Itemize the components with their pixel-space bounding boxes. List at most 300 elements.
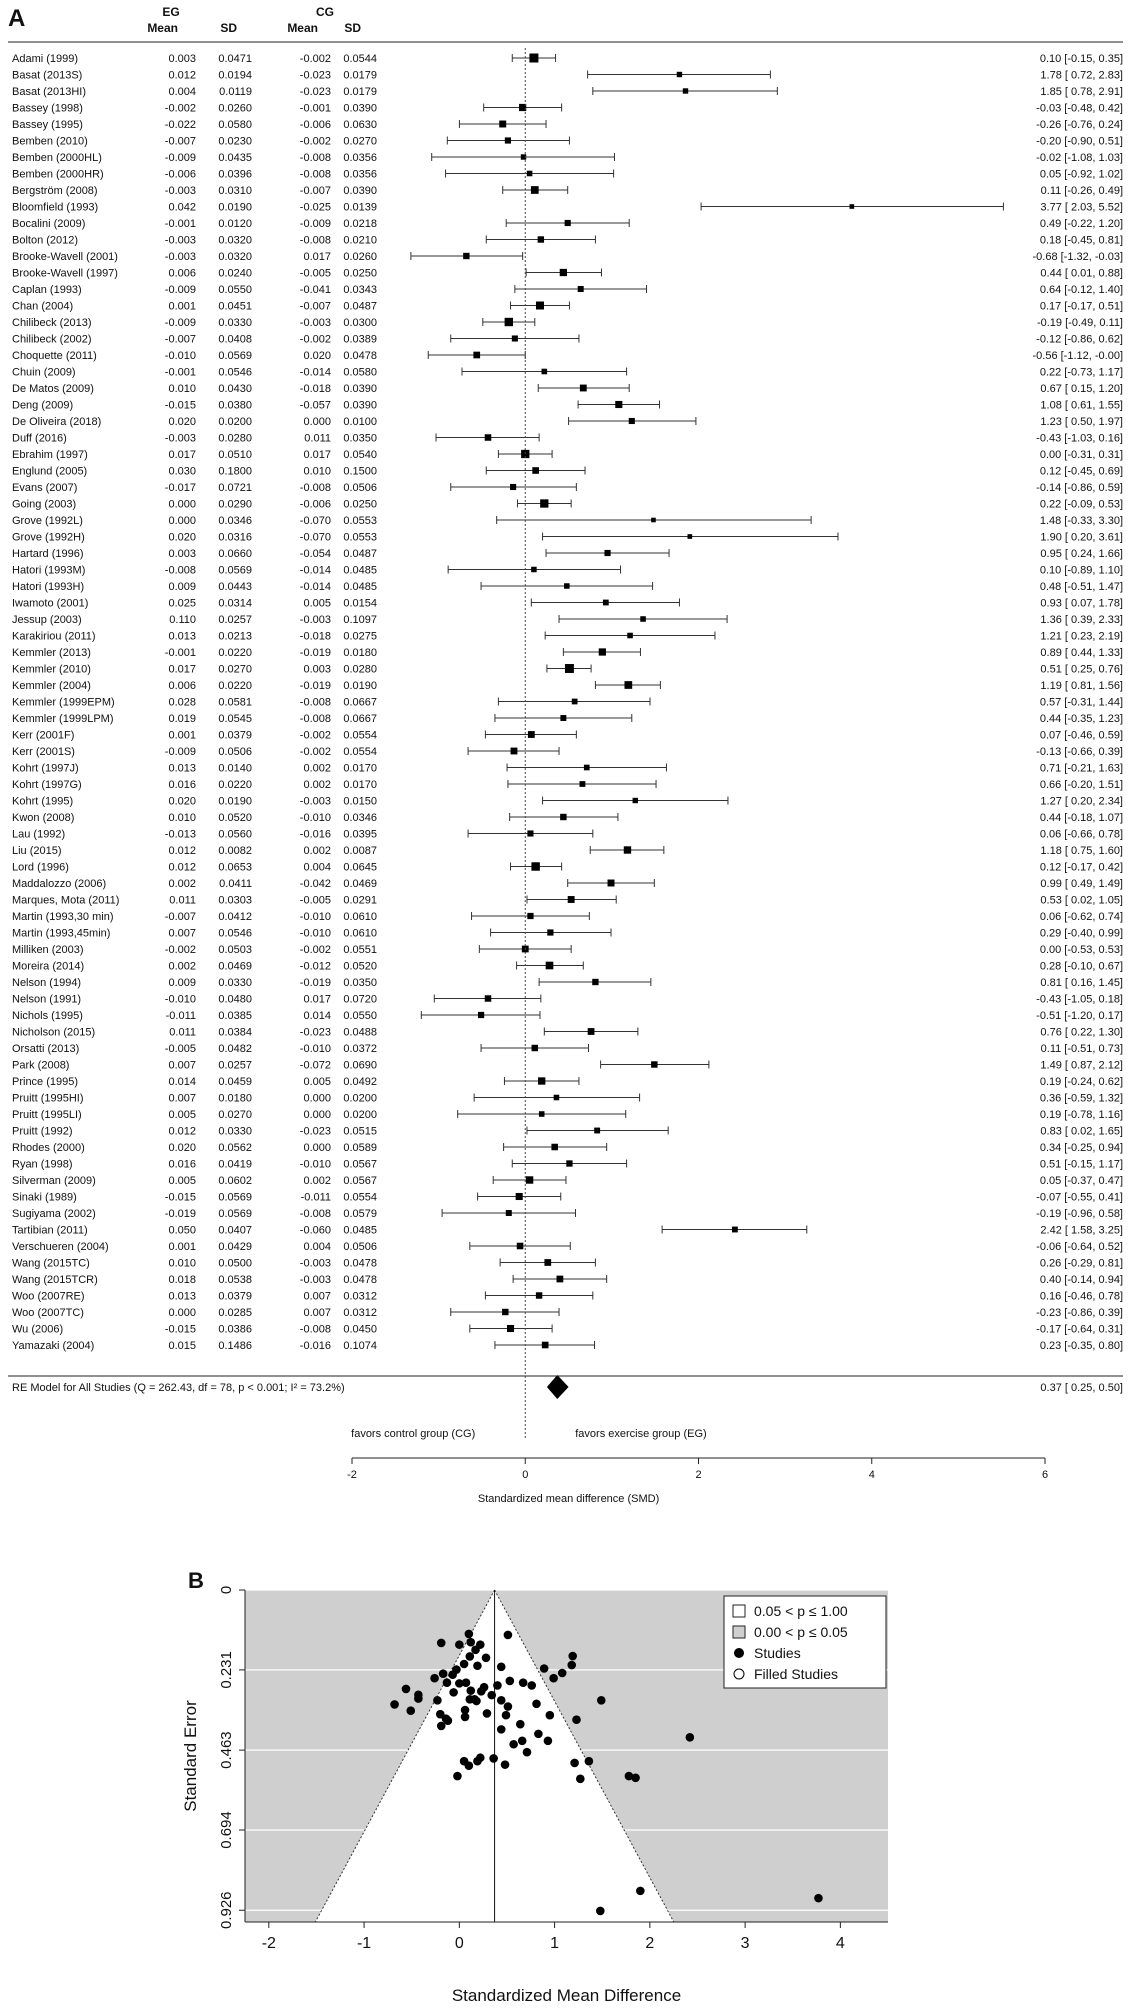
cg-mean-value: -0.009 — [299, 218, 331, 230]
ci-text: -0.03 [-0.48, 0.42] — [1036, 102, 1123, 115]
cg-sd-value: 0.0170 — [343, 779, 377, 791]
study-point — [482, 1653, 491, 1662]
point-estimate — [565, 664, 574, 673]
x-tick-label: 3 — [740, 1935, 750, 1952]
point-estimate — [536, 301, 544, 309]
cg-sd-value: 0.0487 — [343, 300, 377, 313]
eg-sd-value: 0.0320 — [218, 234, 252, 247]
eg-sd-value: 0.0180 — [218, 1092, 252, 1105]
ci-text: 0.76 [ 0.22, 1.30] — [1040, 1026, 1123, 1039]
eg-mean-value: -0.015 — [164, 1191, 196, 1204]
x-tick-label: 2 — [645, 1935, 655, 1952]
study-point — [502, 1711, 511, 1720]
study-name: Martin (1993,45min) — [12, 927, 111, 940]
study-point — [487, 1691, 496, 1700]
x-tick-label: 1 — [550, 1935, 560, 1952]
study-name: Iwamoto (2001) — [12, 597, 89, 610]
cg-sd-value: 0.0720 — [343, 993, 377, 1006]
ci-text: -0.68 [-1.32, -0.03] — [1032, 251, 1123, 263]
point-estimate — [532, 1045, 538, 1051]
eg-sd-value: 0.0660 — [218, 548, 252, 560]
study-name: Bassey (1998) — [12, 102, 83, 115]
point-estimate — [850, 204, 855, 209]
cg-sd-value: 0.0250 — [343, 498, 377, 511]
funnel-y-axis-label: Standard Error — [181, 1700, 200, 1812]
study-name: Basat (2013HI) — [12, 86, 86, 98]
study-name: Ebrahim (1997) — [12, 449, 88, 461]
cg-sd-value: 0.0395 — [343, 828, 377, 841]
study-point — [466, 1652, 475, 1661]
cg-sd-value: 0.0170 — [343, 762, 377, 775]
eg-sd-value: 0.0510 — [218, 449, 252, 461]
cg-mean-value: 0.002 — [303, 845, 331, 857]
eg-mean-value: 0.014 — [168, 1076, 196, 1088]
eg-sd-value: 0.0506 — [218, 746, 252, 758]
study-name: Englund (2005) — [12, 465, 88, 478]
study-name: Ryan (1998) — [12, 1158, 73, 1171]
ci-text: 0.93 [ 0.07, 1.78] — [1040, 597, 1123, 610]
cg-sd-value: 0.0179 — [343, 86, 377, 98]
cg-mean-value: -0.014 — [299, 366, 331, 379]
eg-mean-value: 0.011 — [169, 894, 196, 907]
cg-sd-value: 0.0610 — [343, 911, 377, 923]
study-name: Brooke-Wavell (1997) — [12, 267, 118, 280]
eg-mean-value: -0.001 — [164, 366, 196, 379]
cg-mean-value: 0.017 — [303, 993, 331, 1006]
cg-sd-value: 0.0350 — [343, 432, 377, 445]
eg-sd-value: 0.0270 — [218, 663, 252, 676]
eg-mean-value: 0.110 — [169, 614, 196, 626]
cg-sd-value: 0.0291 — [343, 894, 377, 907]
study-name: Bloomfield (1993) — [12, 201, 99, 214]
y-tick-label: 0.463 — [218, 1731, 235, 1769]
point-estimate — [478, 1012, 484, 1018]
eg-mean-value: 0.013 — [168, 1290, 196, 1303]
ci-text: 0.49 [-0.22, 1.20] — [1039, 218, 1123, 230]
cg-sd-value: 0.0554 — [343, 746, 377, 758]
study-point — [465, 1761, 474, 1770]
point-estimate — [629, 418, 635, 424]
cg-mean-value: -0.041 — [299, 284, 331, 296]
eg-mean-value: -0.003 — [164, 432, 196, 445]
ci-text: 0.95 [ 0.24, 1.66] — [1040, 548, 1123, 560]
ci-text: 0.22 [-0.73, 1.17] — [1039, 366, 1123, 379]
study-point — [493, 1681, 502, 1690]
point-estimate — [560, 814, 566, 820]
cg-mean-value: -0.008 — [299, 696, 331, 709]
point-estimate — [578, 286, 584, 292]
point-estimate — [683, 88, 688, 93]
cg-mean-value: -0.008 — [299, 713, 331, 725]
cg-mean-value: -0.003 — [299, 1274, 331, 1286]
study-name: Duff (2016) — [12, 432, 67, 445]
cg-mean-value: -0.057 — [299, 399, 331, 412]
cg-mean-value: -0.002 — [299, 53, 331, 65]
eg-mean-value: 0.028 — [168, 696, 196, 709]
ci-text: 1.78 [ 0.72, 2.83] — [1040, 69, 1123, 82]
study-point — [572, 1715, 581, 1724]
eg-sd-value: 0.0379 — [218, 1290, 252, 1303]
cg-sd-value: 0.0210 — [343, 234, 377, 247]
cg-sd-value: 0.0540 — [343, 449, 377, 461]
ci-text: 1.21 [ 0.23, 2.19] — [1040, 630, 1123, 643]
point-estimate — [603, 600, 609, 606]
panel-label-a: A — [8, 5, 26, 32]
eg-mean-value: -0.008 — [164, 564, 196, 577]
ci-text: 1.85 [ 0.78, 2.91] — [1040, 86, 1123, 98]
ci-text: -0.19 [-0.96, 0.58] — [1036, 1208, 1123, 1220]
study-name: Kemmler (2010) — [12, 663, 91, 676]
point-estimate — [560, 269, 567, 276]
eg-sd-value: 0.0435 — [218, 152, 252, 164]
point-estimate — [527, 913, 533, 919]
eg-sd-value: 0.0412 — [218, 911, 252, 923]
study-point — [518, 1736, 527, 1745]
ci-text: 0.71 [-0.21, 1.63] — [1039, 762, 1123, 775]
ci-text: -0.26 [-0.76, 0.24] — [1036, 119, 1123, 131]
eg-mean-value: -0.017 — [164, 482, 196, 494]
study-point — [636, 1887, 645, 1896]
cg-mean-value: -0.010 — [299, 812, 331, 824]
eg-mean-value: -0.001 — [164, 218, 196, 230]
study-point — [473, 1661, 482, 1670]
study-point — [406, 1706, 415, 1715]
study-point — [414, 1694, 423, 1703]
study-name: Nelson (1991) — [12, 993, 82, 1006]
ci-text: 0.19 [-0.24, 0.62] — [1039, 1076, 1123, 1088]
cg-sd-value: 0.0270 — [343, 135, 377, 148]
ci-text: 0.64 [-0.12, 1.40] — [1039, 284, 1123, 296]
eg-mean-value: 0.007 — [168, 1059, 196, 1072]
cg-sd-value: 0.0200 — [343, 1092, 377, 1105]
y-tick-label: 0.926 — [218, 1891, 235, 1930]
cg-mean-value: 0.005 — [303, 1076, 331, 1088]
cg-mean-value: -0.023 — [299, 1125, 331, 1138]
point-estimate — [624, 846, 631, 853]
point-estimate — [551, 1144, 558, 1151]
cg-sd-value: 0.0520 — [343, 960, 377, 973]
eg-mean-value: 0.011 — [169, 1026, 196, 1039]
cg-sd-value: 0.0343 — [343, 284, 377, 296]
eg-sd-value: 0.0140 — [218, 762, 252, 775]
eg-mean-value: 0.002 — [168, 960, 196, 973]
eg-mean-value: 0.050 — [168, 1224, 196, 1237]
cg-sd-value: 0.0485 — [343, 564, 377, 577]
study-point — [558, 1669, 567, 1678]
point-estimate — [651, 1061, 657, 1067]
cg-mean-value: -0.011 — [300, 1191, 331, 1204]
cg-mean-value: -0.070 — [299, 515, 331, 527]
cg-sd-value: 0.0139 — [343, 201, 377, 214]
eg-mean-value: -0.007 — [164, 911, 196, 923]
cg-mean-value: -0.003 — [299, 317, 331, 329]
study-name: Nelson (1994) — [12, 977, 82, 989]
cg-mean-value: -0.010 — [299, 911, 331, 923]
study-point — [477, 1687, 486, 1696]
study-name: Hartard (1996) — [12, 548, 84, 560]
ci-text: 0.28 [-0.10, 0.67] — [1039, 960, 1123, 973]
cg-sd-value: 0.0154 — [343, 597, 377, 610]
eg-sd-value: 0.0569 — [218, 350, 252, 362]
study-point — [476, 1640, 485, 1649]
point-estimate — [546, 962, 554, 970]
study-point — [497, 1696, 506, 1705]
ci-text: 1.27 [ 0.20, 2.34] — [1040, 795, 1123, 808]
study-point — [523, 1748, 532, 1757]
point-estimate — [584, 765, 590, 771]
eg-sd-value: 0.0562 — [218, 1142, 252, 1154]
study-point — [443, 1678, 452, 1687]
eg-sd-value: 0.0230 — [218, 135, 252, 148]
ci-text: 0.81 [ 0.16, 1.45] — [1040, 977, 1123, 989]
cg-mean-value: -0.007 — [299, 300, 331, 313]
point-estimate — [507, 1325, 514, 1332]
cg-sd-value: 0.0589 — [343, 1142, 377, 1154]
ci-text: 0.26 [-0.29, 0.81] — [1039, 1257, 1123, 1270]
cg-sd-value: 0.0506 — [343, 482, 377, 494]
cg-sd-value: 0.0390 — [343, 399, 377, 412]
ci-text: 0.22 [-0.09, 0.53] — [1039, 498, 1123, 511]
point-estimate — [512, 335, 518, 341]
study-rows — [12, 53, 1123, 1352]
cg-mean-value: 0.003 — [303, 663, 331, 676]
cg-mean-value: 0.002 — [303, 762, 331, 775]
point-estimate — [640, 616, 646, 622]
eg-sd-value: 0.0569 — [218, 564, 252, 577]
point-estimate — [517, 1243, 524, 1250]
point-estimate — [532, 467, 539, 474]
study-point — [466, 1638, 475, 1647]
ci-text: 0.29 [-0.40, 0.99] — [1039, 927, 1123, 940]
eg-sd-value: 0.0721 — [218, 482, 252, 494]
cg-mean-value: -0.005 — [299, 267, 331, 280]
eg-mean-value: 0.016 — [168, 1158, 196, 1171]
cg-mean-value: -0.008 — [299, 168, 331, 181]
eg-mean-value: 0.002 — [168, 878, 196, 890]
study-name: Bemben (2000HL) — [12, 152, 102, 164]
study-point — [501, 1760, 510, 1769]
ci-text: 0.16 [-0.46, 0.78] — [1039, 1290, 1123, 1303]
study-point — [814, 1894, 823, 1903]
study-name: Milliken (2003) — [12, 944, 84, 956]
cg-sd-value: 0.0551 — [343, 944, 377, 956]
study-name: Evans (2007) — [12, 482, 78, 494]
eg-sd-value: 0.0520 — [218, 812, 252, 824]
ci-text: 0.18 [-0.45, 0.81] — [1039, 234, 1123, 247]
cg-sd-value: 0.0630 — [343, 119, 377, 131]
study-name: Wang (2015TCR) — [12, 1274, 98, 1286]
eg-mean-value: 0.012 — [168, 845, 196, 857]
ci-text: -0.14 [-0.86, 0.59] — [1036, 482, 1123, 494]
eg-mean-value: 0.013 — [168, 762, 196, 775]
point-estimate — [506, 1210, 512, 1216]
cg-mean-value: -0.023 — [299, 86, 331, 98]
study-name: Going (2003) — [12, 498, 77, 511]
study-name: Kemmler (2013) — [12, 647, 91, 659]
study-name: Pruitt (1995HI) — [12, 1092, 84, 1105]
ci-text: -0.12 [-0.86, 0.62] — [1036, 333, 1123, 346]
study-name: Jessup (2003) — [12, 614, 82, 626]
cg-mean-value: -0.008 — [299, 482, 331, 494]
cg-mean-value: 0.007 — [303, 1307, 331, 1319]
study-point — [433, 1696, 442, 1705]
study-name: Bemben (2000HR) — [12, 168, 104, 181]
cg-mean-value: 0.011 — [304, 432, 331, 445]
cg-mean-value: 0.017 — [303, 251, 331, 263]
eg-sd-value: 0.0320 — [218, 251, 252, 263]
study-point — [631, 1773, 640, 1782]
study-point — [455, 1679, 464, 1688]
eg-sd-value: 0.0384 — [218, 1026, 252, 1039]
cg-sd-value: 0.0190 — [343, 680, 377, 692]
eg-sd-value: 0.0310 — [218, 185, 252, 197]
eg-mean-value: -0.022 — [164, 119, 196, 131]
x-tick-label: 0 — [454, 1935, 464, 1952]
cg-mean-value: -0.070 — [299, 531, 331, 544]
cg-sd-value: 0.0180 — [343, 647, 377, 659]
point-estimate — [554, 1095, 560, 1101]
point-estimate — [485, 434, 492, 441]
cg-sd-value: 0.0150 — [343, 795, 377, 808]
ci-text: 0.40 [-0.14, 0.94] — [1039, 1274, 1123, 1286]
eg-sd-value: 0.0280 — [218, 432, 252, 445]
cg-mean-value: 0.014 — [303, 1010, 331, 1022]
eg-sd-value: 0.0220 — [218, 779, 252, 791]
ci-text: -0.56 [-1.12, -0.00] — [1032, 350, 1123, 362]
cg-sd-value: 0.1074 — [343, 1340, 377, 1352]
study-name: Lord (1996) — [12, 861, 69, 874]
legend-label: 0.05 < p ≤ 1.00 — [754, 1603, 848, 1619]
forest-x-axis — [347, 1458, 1048, 1481]
eg-mean-value: 0.005 — [168, 1109, 196, 1121]
point-estimate — [677, 72, 682, 77]
cg-sd-value: 0.0200 — [343, 1109, 377, 1121]
x-tick-label: 2 — [695, 1469, 702, 1481]
eg-mean-value: 0.013 — [168, 630, 196, 643]
eg-mean-value: 0.006 — [168, 680, 196, 692]
eg-sd-value: 0.0408 — [218, 333, 252, 346]
cg-sd-value: 0.0346 — [343, 812, 377, 824]
cg-group-header: CG — [316, 5, 334, 19]
cg-mean-value: -0.016 — [299, 828, 331, 841]
study-point — [504, 1702, 513, 1711]
study-name: Bemben (2010) — [12, 135, 88, 148]
point-estimate — [531, 862, 539, 870]
study-name: Grove (1992L) — [12, 515, 83, 527]
cg-mean-value: -0.002 — [299, 729, 331, 742]
cg-mean-value: -0.007 — [299, 185, 331, 197]
legend-marker — [734, 1648, 744, 1658]
ci-text: 0.44 [-0.35, 1.23] — [1039, 713, 1123, 725]
summary-ci-text: 0.37 [ 0.25, 0.50] — [1040, 1382, 1123, 1394]
eg-sd-value: 0.0430 — [218, 383, 252, 395]
eg-mean-value: 0.012 — [168, 69, 196, 82]
ci-text: 0.12 [-0.17, 0.42] — [1039, 861, 1123, 874]
cg-mean-value: -0.002 — [299, 746, 331, 758]
study-name: Tartibian (2011) — [12, 1224, 88, 1237]
study-name: Rhodes (2000) — [12, 1142, 85, 1154]
point-estimate — [540, 499, 548, 507]
study-point — [509, 1740, 518, 1749]
eg-sd-value: 0.0581 — [218, 696, 252, 709]
point-estimate — [557, 1276, 564, 1283]
legend-marker — [734, 1669, 744, 1679]
study-point — [489, 1754, 498, 1763]
eg-sd-value: 0.0546 — [218, 366, 252, 379]
eg-sd-value: 0.0443 — [218, 581, 252, 593]
study-name: Caplan (1993) — [12, 284, 82, 296]
study-point — [567, 1661, 576, 1670]
ci-text: 1.90 [ 0.20, 3.61] — [1040, 531, 1123, 544]
eg-sd-value: 0.0220 — [218, 680, 252, 692]
study-point — [470, 1695, 479, 1704]
cg-mean-value: -0.019 — [299, 977, 331, 989]
cg-mean-value: -0.054 — [299, 548, 331, 560]
eg-mean-value: -0.007 — [164, 333, 196, 346]
eg-sd-value: 0.0396 — [218, 168, 252, 181]
legend-label: 0.00 < p ≤ 0.05 — [754, 1624, 848, 1640]
study-name: Martin (1993,30 min) — [12, 911, 114, 923]
point-estimate — [687, 534, 692, 539]
eg-mean-value: -0.002 — [164, 102, 196, 115]
study-name: Chuin (2009) — [12, 366, 76, 379]
cg-mean-value: 0.002 — [303, 1175, 331, 1187]
ci-text: 0.11 [-0.26, 0.49] — [1040, 185, 1123, 197]
point-estimate — [528, 731, 535, 738]
eg-mean-value: -0.011 — [165, 1010, 196, 1022]
cg-mean-value: -0.019 — [299, 647, 331, 659]
panel-label-b: B — [188, 1568, 204, 1593]
point-estimate — [580, 781, 586, 787]
study-point — [597, 1696, 606, 1705]
eg-sd-value: 0.0380 — [218, 399, 252, 412]
cg-mean-value: -0.003 — [299, 795, 331, 808]
ci-text: 1.18 [ 0.75, 1.60] — [1040, 845, 1123, 857]
point-estimate — [544, 1259, 551, 1266]
cg-sd-value: 0.0372 — [343, 1043, 377, 1055]
study-name: Choquette (2011) — [12, 350, 97, 362]
study-name: Chilibeck (2013) — [12, 317, 92, 329]
point-estimate — [547, 929, 553, 935]
study-name: Moreira (2014) — [12, 960, 85, 973]
eg-mean-value: 0.007 — [168, 927, 196, 940]
point-estimate — [527, 171, 533, 177]
study-point — [497, 1662, 506, 1671]
ci-text: 0.05 [-0.92, 1.02] — [1039, 168, 1123, 181]
study-name: Orsatti (2013) — [12, 1043, 80, 1055]
study-name: Liu (2015) — [12, 845, 62, 857]
eg-sd-value: 0.0480 — [218, 993, 252, 1006]
funnel-plot — [0, 1560, 1131, 2011]
eg-mean-value: 0.018 — [168, 1274, 196, 1286]
eg-mean-value: 0.001 — [168, 300, 196, 313]
eg-mean-value: -0.019 — [164, 1208, 196, 1220]
ci-text: 0.51 [-0.15, 1.17] — [1039, 1158, 1123, 1171]
study-name: Wang (2015TC) — [12, 1257, 90, 1270]
eg-mean-value: 0.000 — [168, 515, 196, 527]
point-estimate — [633, 798, 638, 803]
point-estimate — [732, 1227, 738, 1233]
cg-mean-value: -0.001 — [299, 102, 331, 115]
eg-mean-value: -0.013 — [164, 828, 196, 841]
ci-text: -0.43 [-1.05, 0.18] — [1036, 993, 1123, 1006]
cg-sd-value: 0.0250 — [343, 267, 377, 280]
cg-sd-value: 0.0356 — [343, 168, 377, 181]
eg-sd-value: 0.0220 — [218, 647, 252, 659]
legend-label: Filled Studies — [754, 1666, 839, 1682]
cg-mean-value: -0.042 — [299, 878, 331, 890]
ci-text: 0.23 [-0.35, 0.80] — [1039, 1340, 1123, 1352]
